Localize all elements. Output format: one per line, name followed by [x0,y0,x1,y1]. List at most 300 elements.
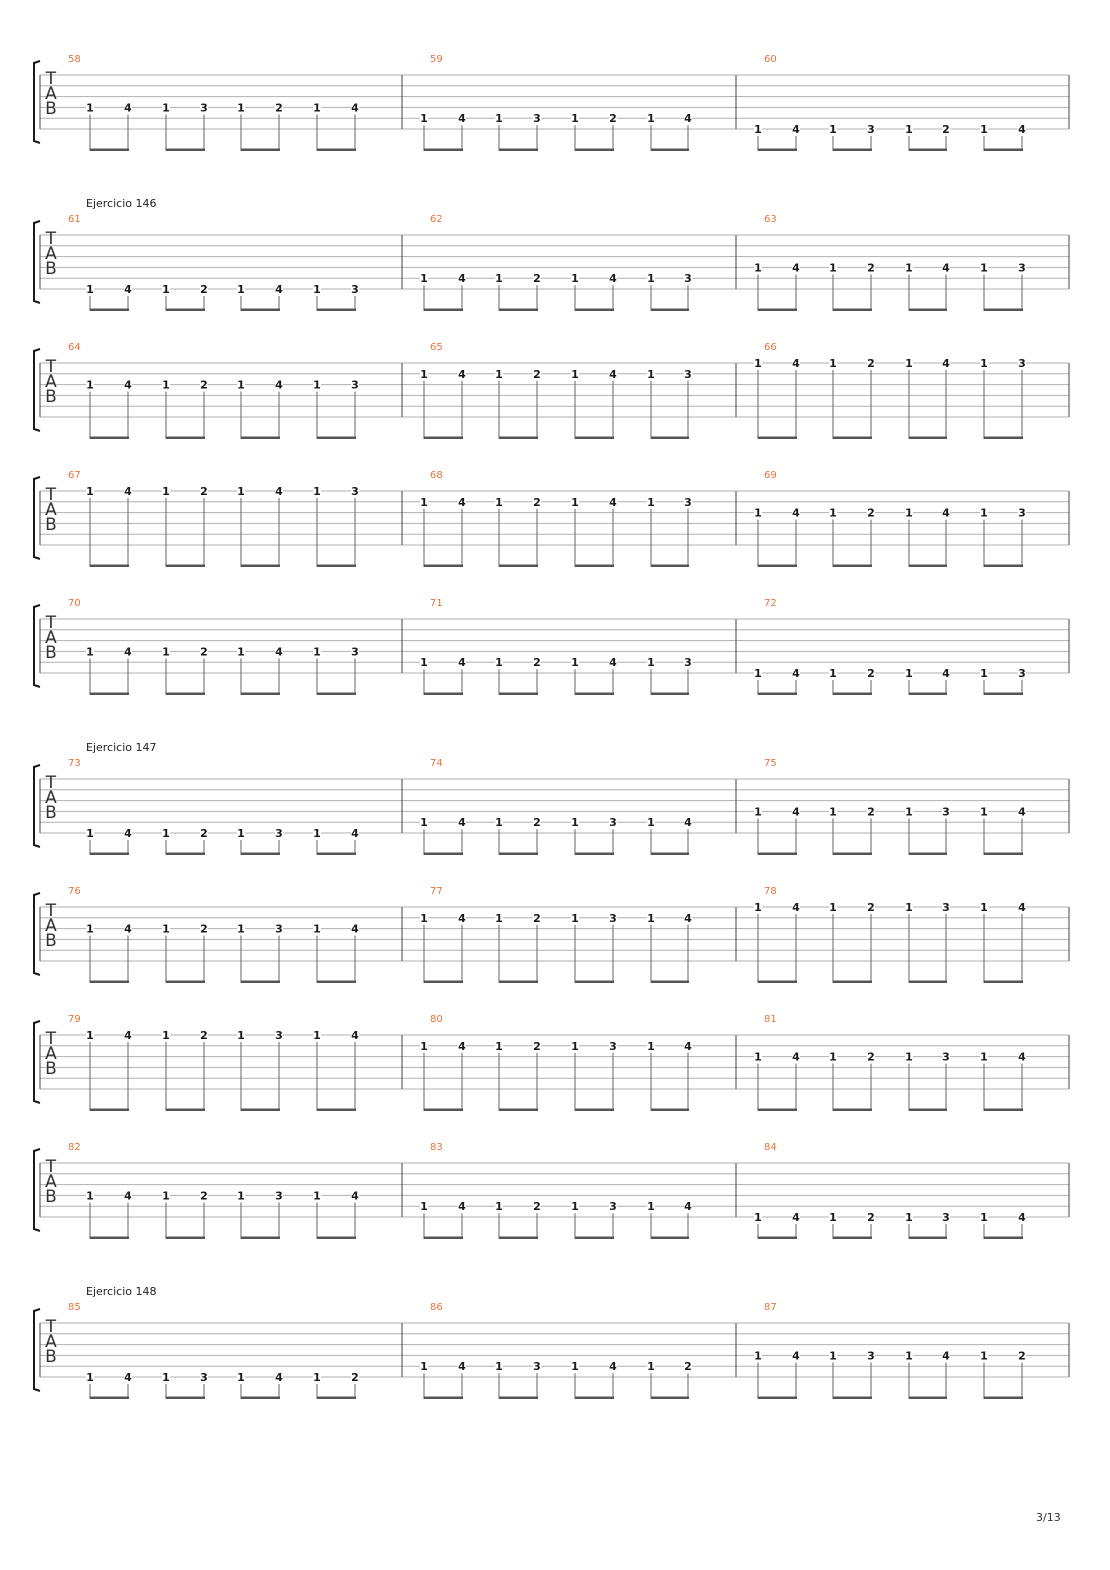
fret-number: 4 [124,1371,132,1384]
fret-number: 4 [458,272,466,286]
note-beam [499,981,538,984]
note-beam [833,1237,872,1240]
fret-number: 1 [647,1360,655,1374]
fret-number: 2 [351,1371,359,1384]
measure-number: 85 [68,1302,81,1313]
note-beam [833,565,872,568]
fret-number: 1 [86,827,94,840]
note-beam [499,853,538,856]
fret-number: 1 [237,1371,245,1384]
tab-clef-letter: A [45,1332,57,1352]
note-beam [317,565,356,568]
fret-number: 1 [313,485,321,498]
fret-number: 1 [829,805,837,819]
tab-clef-letter: B [45,931,57,951]
note-beam [909,1397,947,1400]
fret-number: 1 [829,1349,837,1363]
fret-number: 4 [124,645,132,659]
fret-number: 1 [495,1039,503,1053]
fret-number: 2 [200,922,208,936]
fret-number: 1 [237,922,245,936]
note-beam [651,981,689,984]
note-beam [651,437,689,440]
tab-system [34,470,1069,567]
fret-number: 2 [1018,1349,1026,1363]
tab-clef-letter: T [45,485,57,505]
measure-number: 59 [430,54,443,65]
fret-number: 1 [162,922,170,936]
fret-number: 1 [162,283,170,296]
exercise-label: Ejercicio 146 [86,197,157,210]
fret-number: 2 [533,1039,541,1053]
measure-number: 60 [764,54,777,65]
fret-number: 4 [124,1029,132,1042]
fret-number: 1 [829,1050,837,1064]
note-beam [575,1397,614,1400]
note-beam [241,565,280,568]
note-beam [499,693,538,696]
fret-number: 1 [647,1200,655,1214]
note-beam [984,565,1023,568]
tab-clef-letter: A [45,500,57,520]
tab-clef-letter: A [45,916,57,936]
tab-clef-letter: A [45,1172,57,1192]
fret-number: 1 [980,901,988,914]
note-beam [833,853,872,856]
note-beam [241,853,280,856]
note-beam [833,1109,872,1112]
fret-number: 3 [351,645,359,659]
tab-clef-letter: T [45,1317,57,1337]
tab-clef-letter: B [45,803,57,823]
fret-number: 1 [237,645,245,659]
note-beam [909,693,947,696]
note-beam [909,437,947,440]
fret-number: 4 [124,485,132,498]
note-beam [909,981,947,984]
fret-number: 1 [905,261,913,275]
measure-number: 58 [68,54,81,65]
fret-number: 1 [420,495,428,509]
fret-number: 2 [867,506,875,520]
fret-number: 4 [275,283,283,296]
fret-number: 4 [275,485,283,498]
note-beam [317,1109,356,1112]
fret-number: 1 [162,1189,170,1203]
fret-number: 1 [162,645,170,659]
note-beam [909,309,947,312]
system-bracket [34,1309,40,1391]
fret-number: 1 [86,645,94,659]
note-beam [90,565,129,568]
fret-number: 1 [313,283,321,296]
fret-number: 1 [313,827,321,840]
tab-clef-letter: T [45,1157,57,1177]
note-beam [984,149,1023,152]
note-beam [90,853,129,856]
note-beam [833,981,872,984]
fret-number: 1 [571,495,579,509]
measure-number: 84 [764,1142,777,1153]
note-beam [90,981,129,984]
measure-number: 82 [68,1142,81,1153]
fret-number: 4 [458,495,466,509]
fret-number: 2 [533,816,541,830]
fret-number: 1 [647,656,655,670]
tab-clef-letter: A [45,628,57,648]
fret-number: 1 [237,827,245,840]
note-beam [317,1237,356,1240]
fret-number: 1 [420,367,428,381]
note-beam [90,693,129,696]
fret-number: 1 [980,261,988,275]
fret-number: 1 [420,1039,428,1053]
fret-number: 1 [571,112,579,126]
fret-number: 2 [275,101,283,115]
fret-number: 1 [313,1371,321,1384]
note-beam [984,1109,1023,1112]
fret-number: 1 [754,1050,762,1064]
fret-number: 1 [905,506,913,520]
fret-number: 2 [533,272,541,286]
fret-number: 1 [905,357,913,370]
measure-number: 71 [430,598,443,609]
fret-number: 4 [684,816,692,830]
fret-number: 3 [351,283,359,296]
fret-number: 1 [313,378,321,392]
note-beam [758,853,797,856]
fret-number: 1 [647,495,655,509]
fret-number: 1 [313,645,321,659]
fret-number: 1 [86,378,94,392]
system-bracket [34,477,40,559]
fret-number: 2 [200,827,208,840]
fret-number: 3 [684,656,692,670]
fret-number: 2 [200,283,208,296]
fret-number: 4 [275,378,283,392]
fret-number: 4 [1018,805,1026,819]
note-beam [90,437,129,440]
fret-number: 4 [609,1360,617,1374]
note-beam [984,1237,1023,1240]
measure-number: 80 [430,1014,443,1025]
system-bracket [34,1021,40,1103]
note-beam [833,693,872,696]
tab-clef-letter: A [45,84,57,104]
note-beam [499,1109,538,1112]
measure-number: 87 [764,1302,777,1313]
fret-number: 1 [980,1349,988,1363]
page-number: 3/13 [1036,1511,1061,1524]
fret-number: 1 [980,506,988,520]
fret-number: 1 [829,506,837,520]
tab-clef-letter: T [45,229,57,249]
fret-number: 2 [200,1029,208,1042]
fret-number: 3 [684,367,692,381]
note-beam [317,149,356,152]
note-beam [424,1109,463,1112]
fret-number: 1 [313,101,321,115]
fret-number: 1 [237,101,245,115]
note-beam [575,853,614,856]
note-beam [758,1109,797,1112]
fret-number: 3 [533,112,541,126]
note-beam [424,149,463,152]
fret-number: 1 [980,1211,988,1224]
fret-number: 1 [420,656,428,670]
fret-number: 4 [124,1189,132,1203]
measure-number: 61 [68,214,81,225]
fret-number: 1 [86,283,94,296]
fret-number: 3 [275,827,283,840]
tab-clef-letter: T [45,69,57,89]
tab-clef-letter: A [45,1044,57,1064]
fret-number: 1 [86,922,94,936]
fret-number: 1 [162,1371,170,1384]
note-beam [499,437,538,440]
note-beam [833,1397,872,1400]
fret-number: 4 [792,1211,800,1224]
fret-number: 1 [495,1360,503,1374]
fret-number: 2 [200,1189,208,1203]
measure-number: 66 [764,342,777,353]
fret-number: 1 [571,272,579,286]
fret-number: 4 [351,922,359,936]
note-beam [499,1237,538,1240]
note-beam [241,693,280,696]
fret-number: 2 [867,667,875,680]
tab-system [34,1014,1069,1111]
note-beam [241,981,280,984]
fret-number: 1 [571,816,579,830]
fret-number: 4 [458,911,466,925]
fret-number: 3 [942,1050,950,1064]
fret-number: 4 [275,645,283,659]
fret-number: 2 [200,485,208,498]
fret-number: 3 [200,101,208,115]
fret-number: 2 [533,656,541,670]
note-beam [424,853,463,856]
note-beam [984,693,1023,696]
fret-number: 3 [1018,506,1026,520]
exercise-label: Ejercicio 148 [86,1285,157,1298]
tab-system [34,1142,1069,1239]
fret-number: 1 [313,1029,321,1042]
fret-number: 4 [792,667,800,680]
fret-number: 3 [1018,357,1026,370]
measure-number: 73 [68,758,81,769]
fret-number: 1 [571,911,579,925]
note-beam [651,1109,689,1112]
fret-number: 1 [571,656,579,670]
tab-system [34,197,1069,311]
fret-number: 1 [162,378,170,392]
fret-number: 1 [647,816,655,830]
fret-number: 1 [86,1189,94,1203]
measure-number: 77 [430,886,443,897]
fret-number: 1 [420,816,428,830]
fret-number: 1 [237,283,245,296]
tab-clef-letter: B [45,259,57,279]
fret-number: 3 [1018,261,1026,275]
fret-number: 1 [495,112,503,126]
fret-number: 4 [792,901,800,914]
fret-number: 4 [458,367,466,381]
fret-number: 3 [684,495,692,509]
fret-number: 1 [420,112,428,126]
note-beam [758,1397,797,1400]
fret-number: 4 [684,1039,692,1053]
fret-number: 1 [495,656,503,670]
tab-clef-letter: B [45,1347,57,1367]
fret-number: 4 [458,816,466,830]
fret-number: 2 [942,123,950,136]
note-beam [651,1397,689,1400]
fret-number: 4 [942,1349,950,1363]
note-beam [758,437,797,440]
fret-number: 4 [609,272,617,286]
note-beam [90,149,129,152]
note-beam [424,437,463,440]
fret-number: 1 [162,101,170,115]
fret-number: 1 [420,911,428,925]
note-beam [317,693,356,696]
system-bracket [34,221,40,303]
note-beam [499,1397,538,1400]
fret-number: 1 [420,1200,428,1214]
fret-number: 1 [86,1029,94,1042]
note-beam [833,309,872,312]
fret-number: 1 [237,1029,245,1042]
fret-number: 2 [533,1200,541,1214]
note-beam [758,149,797,152]
note-beam [651,1237,689,1240]
fret-number: 1 [905,1349,913,1363]
fret-number: 3 [533,1360,541,1374]
fret-number: 2 [200,645,208,659]
fret-number: 3 [1018,667,1026,680]
note-beam [499,309,538,312]
system-bracket [34,349,40,431]
note-beam [166,693,205,696]
fret-number: 1 [571,1360,579,1374]
fret-number: 1 [754,123,762,136]
fret-number: 1 [420,1360,428,1374]
fret-number: 4 [351,1189,359,1203]
fret-number: 4 [792,357,800,370]
note-beam [909,853,947,856]
fret-number: 1 [647,112,655,126]
note-beam [984,853,1023,856]
note-beam [166,309,205,312]
system-bracket [34,1149,40,1231]
measure-number: 72 [764,598,777,609]
note-beam [984,981,1023,984]
note-beam [424,309,463,312]
fret-number: 1 [647,911,655,925]
note-beam [241,149,280,152]
note-beam [909,1109,947,1112]
fret-number: 4 [124,283,132,296]
fret-number: 1 [754,805,762,819]
fret-number: 1 [829,901,837,914]
system-bracket [34,893,40,975]
fret-number: 4 [351,827,359,840]
fret-number: 1 [162,1029,170,1042]
note-beam [166,437,205,440]
fret-number: 2 [533,367,541,381]
fret-number: 2 [867,261,875,275]
note-beam [166,1237,205,1240]
fret-number: 4 [1018,123,1026,136]
tab-clef-letter: B [45,387,57,407]
fret-number: 3 [200,1371,208,1384]
note-beam [651,693,689,696]
fret-number: 4 [458,1360,466,1374]
fret-number: 1 [905,805,913,819]
measure-number: 76 [68,886,81,897]
tab-system [34,1285,1069,1399]
fret-number: 1 [905,123,913,136]
tab-clef-letter: T [45,1029,57,1049]
note-beam [241,309,280,312]
note-beam [575,149,614,152]
fret-number: 1 [420,272,428,286]
note-beam [758,981,797,984]
fret-number: 1 [829,1211,837,1224]
tab-clef-letter: B [45,515,57,535]
fret-number: 2 [867,1211,875,1224]
note-beam [166,981,205,984]
note-beam [651,149,689,152]
measure-number: 64 [68,342,81,353]
fret-number: 4 [609,367,617,381]
fret-number: 3 [351,485,359,498]
fret-number: 4 [792,1349,800,1363]
fret-number: 1 [162,827,170,840]
fret-number: 2 [867,357,875,370]
tab-clef-letter: T [45,773,57,793]
fret-number: 3 [351,378,359,392]
measure-number: 65 [430,342,443,353]
fret-number: 1 [647,272,655,286]
fret-number: 3 [275,922,283,936]
fret-number: 1 [647,1039,655,1053]
fret-number: 2 [609,112,617,126]
fret-number: 1 [86,485,94,498]
fret-number: 3 [867,123,875,136]
note-beam [833,437,872,440]
note-beam [241,1109,280,1112]
fret-number: 4 [792,261,800,275]
measure-number: 78 [764,886,777,897]
fret-number: 1 [754,261,762,275]
fret-number: 1 [754,506,762,520]
fret-number: 1 [495,272,503,286]
measure-number: 69 [764,470,777,481]
fret-number: 1 [905,1050,913,1064]
fret-number: 4 [1018,1050,1026,1064]
tab-clef-letter: T [45,613,57,633]
note-beam [90,1109,129,1112]
note-beam [317,981,356,984]
measure-number: 86 [430,1302,443,1313]
fret-number: 1 [495,367,503,381]
fret-number: 1 [980,805,988,819]
fret-number: 1 [571,1039,579,1053]
fret-number: 4 [792,1050,800,1064]
tab-clef-letter: A [45,244,57,264]
